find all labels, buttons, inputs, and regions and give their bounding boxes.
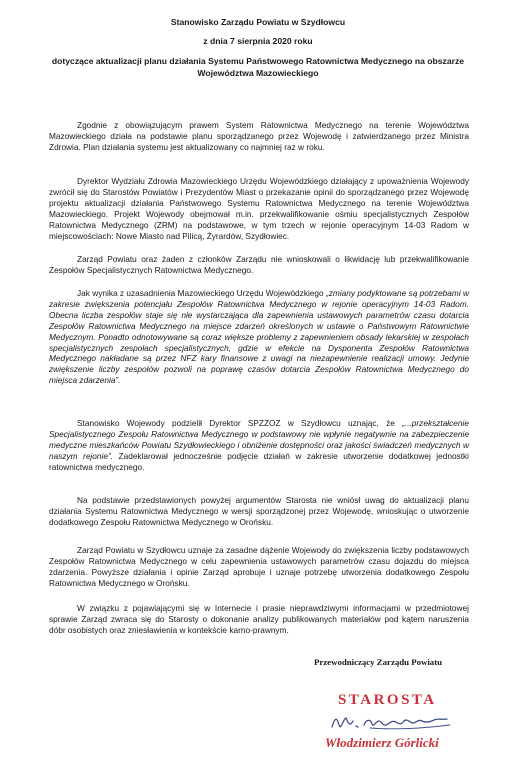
document-subject-line-1: dotyczące aktualizacji planu działania Systemu Państwowego Ratownictwa Medycznego na obszarze (51, 56, 465, 66)
stamp-office: STAROSTA (338, 692, 437, 708)
stamp-name: Włodzimierz Górlicki (325, 735, 439, 750)
quote-dyrektor: „...przekształcenie Specjalistycznego Zespołu Ratownictwa Medycznego w podstawowy nie wpłynie negatywnie na zabezpieczenie medyczne mieszkańców Powiatu Szydłowieckiego i obniżenie dostępności oraz jakości świadczeń medycznych w naszym rejonie”. (49, 418, 469, 461)
document-title: Stanowisko Zarządu Powiatu w Szydłowcu (170, 17, 346, 27)
document-date: z dnia 7 sierpnia 2020 roku (203, 36, 313, 46)
paragraph-6: Na podstawie przedstawionych powyżej argumentów Starosta nie wniósł uwag do aktualizacji planu działania Systemu Ratownictwa Medycznego w wersji sporządzonej przez Wojewodę, wnioskując o utworzenie dodatkowego Zespołu Ratownictwa Medycznego w Orońsku. (49, 495, 469, 527)
paragraph-1: Zgodnie z obowiązującym prawem System Ratownictwa Medycznego na terenie Województwa Mazowieckiego działa na podstawie planu sporządzanego przez Wojewodę i zatwierdzanego przez Ministra Zdrowia. Plan działania systemu jest aktualizowany co najmniej raz w roku. (49, 120, 469, 152)
signatory-title: Przewodniczący Zarządu Powiatu (314, 657, 443, 667)
paragraph-3: Zarząd Powiatu oraz żaden z członków Zarządu nie wnioskowali o likwidację lub przekwalifikowanie Zespołów Specjalistycznych Ratownictwa Medycznego. (49, 254, 469, 275)
paragraph-5: Stanowisko Wojewody podzielił Dyrektor SPZZOZ w Szydłowcu uznając, że „...przekształcenie Specjalistycznego Zespołu Ratownictwa Medycznego w podstawowy nie wpłynie negatywnie na zabezpieczenie medyczne mieszkańców Powiatu Szydłowieckiego i obniżenie dostępności oraz jakości świadczeń medycznych w naszym rejonie”. Zadeklarował jednocześnie podjęcie działań w zakresie utworzenie dodatkowej jednostki ratownictwa medycznego. (49, 418, 470, 472)
paragraph-4: Jak wynika z uzasadnienia Mazowieckiego Urzędu Wojewódzkiego „zmiany podyktowane są potrzebami w zakresie zwiększenia potencjału Zespołów Ratownictwa Medycznego w rejonie operacyjnym 14-03 Radom. Obecna liczba zespołów staje się nie wystarczająca dla zapewnienia ustawowych parametrów czasu dotarcia Zespołów Ratownictwa Medycznego na miejsce zdarzeń określonych w ustawie o Państwowym Ratownictwie Medycznym. Ponadto odnotowywane są coraz większe problemy z zapewnieniem obsady lekarskiej w zespołach specjalistycznych zespołach specjalistycznych, gdzie w efekcie na Dysponenta Zespołów Ratownictwa Medycznego nakładane są przez NFZ kary finansowe z uwagi na niezapewnienie realizacji umowy. Jedynie zwiększenie liczby zespołów pozwoli na poprawę czasów dotarcia Zespołów Ratownictwa Medycznego do miejsca zdarzenia”. (49, 288, 469, 386)
paragraph-7: Zarząd Powiatu w Szydłowcu uznaje za zasadne dążenie Wojewody do zwiększenia liczby podstawowych Zespołów Ratownictwa Medycznego w celu zapewnienia ustawowych parametrów czasu dojazdu do miejsca zdarzenia. Powyższe działania i opinie Zarząd aprobuje i uznaje potrzebę utworzenia dodatkowego Zespołu Ratownictwa Medycznego w Orońsku. (49, 545, 469, 588)
paragraph-2: Dyrektor Wydziału Zdrowia Mazowieckiego Urzędu Wojewódzkiego działający z upoważnienia Wojewody zwrócił się do Starostów Powiatów i Prezydentów Miast o przekazanie opinii do sporządzanego przez Wojewodę projektu aktualizacji działania Państwowego Systemu Ratownictwa Medycznego na terenie Województwa Mazowieckiego. Projekt Wojewody obejmował m.in. przekwalifikowanie ośmiu specjalistycznych Zespołów Ratownictwa Medycznego (ZRM) na podstawowe, w tym trzech w rejonie operacyjnym 14-03 Radom w miejscowościach: Nowe Miasto nad Pilicą, Żyrardów, Szydłowiec. (49, 176, 469, 241)
paragraph-8: W związku z pojawiającymi się w Internecie i prasie nieprawdziwymi informacjami w przedmiotowej sprawie Zarząd zwraca się do Starosty o dokonanie analizy publikowanych materiałów pod kątem naruszenia dóbr osobistych oraz zniesławienia w kontekście karno-prawnym. (49, 603, 469, 635)
document-subject-line-2: Województwa Mazowieckiego (197, 68, 319, 78)
quote-wojewoda: „zmiany podyktowane są potrzebami w zakresie zwiększenia potencjału Zespołów Ratownictwa Medycznego w rejonie operacyjnym 14-03 Radom. Obecna liczba zespołów staje się nie wystarczająca dla zapewnienia ustawowych parametrów czasu dotarcia Zespołów Ratownictwa Medycznego na miejsce zdarzeń określonych w ustawie o Państwowym Ratownictwie Medycznym. Ponadto odnotowywane są coraz większe problemy z zapewnieniem obsady lekarskiej w zespołach specjalistycznych zespołach specjalistycznych, gdzie w efekcie na Dysponenta Zespołów Ratownictwa Medycznego nakładane są przez NFZ kary finansowe z uwagi na niezapewnienie realizacji umowy. Jedynie zwiększenie liczby zespołów pozwoli na poprawę czasów dotarcia Zespołów Ratownictwa Medycznego do miejsca zdarzenia”. (49, 288, 469, 386)
handwritten-signature (326, 709, 456, 735)
